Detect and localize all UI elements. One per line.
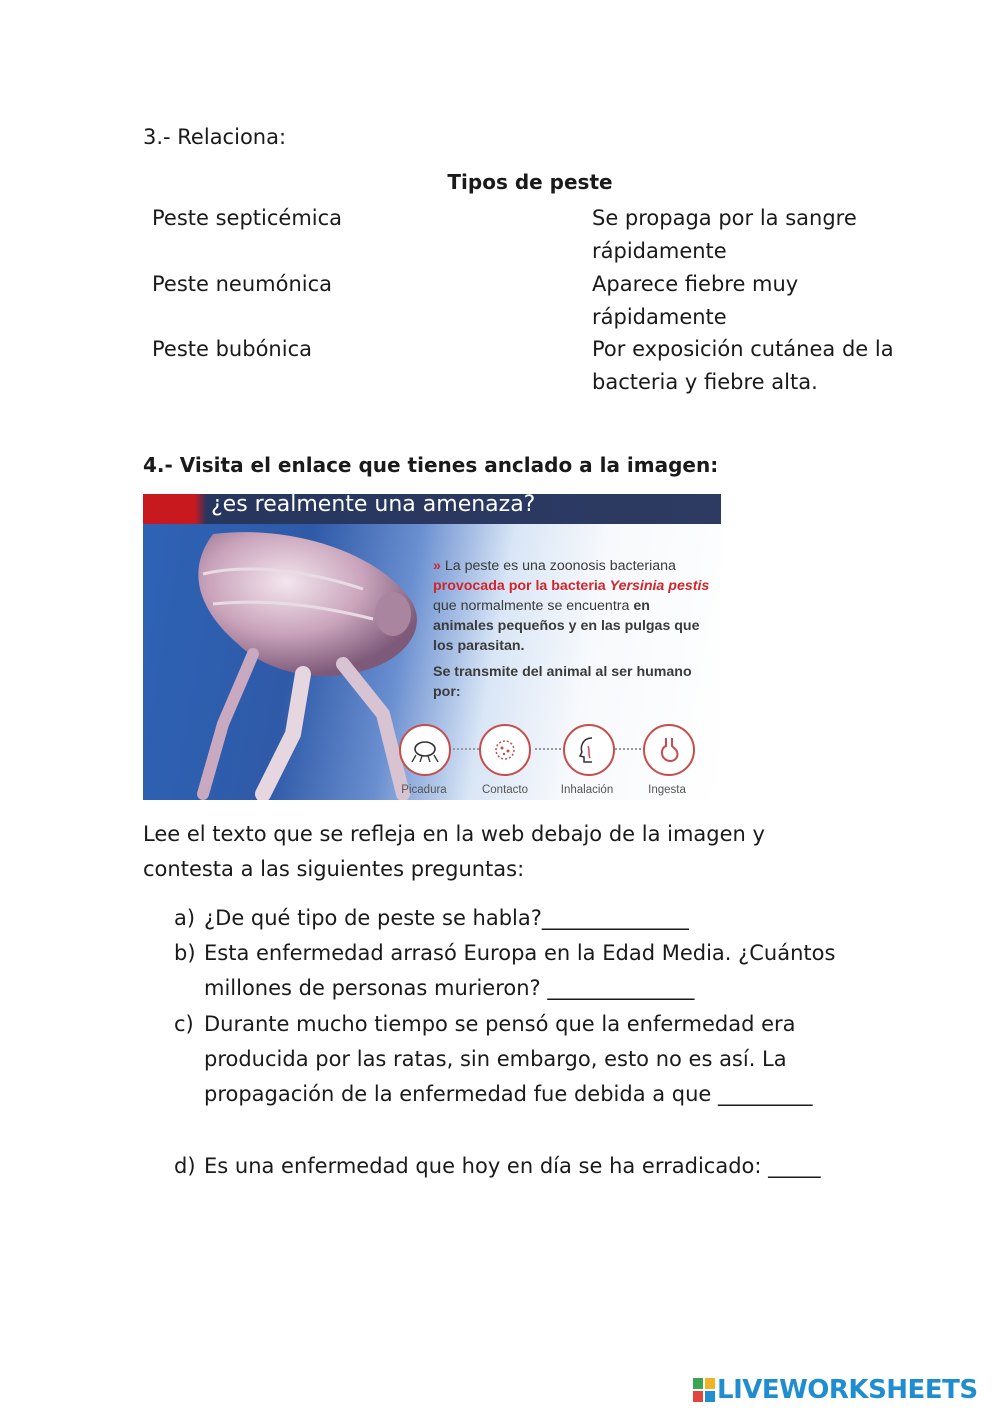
section-3-heading: 3.- Relaciona: (143, 125, 287, 149)
chevron-right-icon: » (433, 558, 441, 574)
route-label-1: Picadura (401, 784, 447, 796)
flea-bite-icon (399, 724, 451, 776)
inhalation-icon (563, 724, 615, 776)
info-text-5: que normalmente se encuentra (433, 598, 630, 614)
infographic-text (433, 556, 713, 702)
table-title: Tipos de peste (447, 170, 613, 194)
info-text-4: pestis (668, 578, 710, 594)
question-text: Esta enfermedad arrasó Europa en la Edad Media. ¿Cuántos millones de personas murieron? ______________ (204, 941, 836, 1000)
route-label-4: Ingesta (648, 784, 686, 796)
logo-mark-icon (693, 1377, 717, 1403)
right-item-3: Por exposición cutánea de la bacteria y fiebre alta. (592, 337, 894, 394)
info-text-7: Se transmite del animal al ser humano por: (433, 664, 692, 700)
section-4-heading: 4.- Visita el enlace que tienes anclado a la imagen: (143, 453, 719, 477)
info-text-1: La peste es una zoonosis bacteriana (444, 558, 676, 574)
route-label-3: Inhalación (560, 784, 614, 796)
right-item-1: Se propaga por la sangre rápidamente (592, 206, 857, 263)
liveworksheets-logo (693, 1375, 978, 1405)
left-item-3: Peste bubónica (152, 337, 312, 361)
question-text: ¿De qué tipo de peste se habla?______________ (204, 906, 689, 930)
right-item-2: Aparece fiebre muy rápidamente (592, 272, 799, 329)
question-letter: c) (174, 1012, 194, 1036)
left-item-1: Peste septicémica (152, 206, 343, 230)
intro-text: Lee el texto que se refleja en la web debajo de la imagen y contesta a las siguientes preguntas: (143, 822, 765, 881)
info-text-2: provocada por la bacteria (433, 578, 606, 594)
left-item-2: Peste neumónica (152, 272, 333, 296)
flea-illustration (143, 494, 443, 800)
info-text-3: Yersinia (609, 578, 665, 594)
question-text: Es una enfermedad que hoy en día se ha erradicado: _____ (204, 1154, 821, 1178)
info-text-6: en animales pequeños y en las pulgas que los parasitan. (433, 598, 700, 654)
question-letter: d) (174, 1154, 196, 1178)
route-label-2: Contacto (481, 784, 529, 796)
question-letter: b) (174, 941, 196, 965)
bacteria-contact-icon (479, 724, 531, 776)
infographic-title: ¿es realmente una amenaza? (211, 494, 536, 517)
ingestion-icon (643, 724, 695, 776)
infographic-banner (143, 494, 721, 524)
infographic-link-image[interactable] (143, 494, 721, 800)
question-letter: a) (174, 906, 196, 930)
logo-text: LIVEWORKSHEETS (717, 1375, 978, 1405)
question-text: Durante mucho tiempo se pensó que la enfermedad era producida por las ratas, sin embargo, esto no es así. La propagación de la enfermedad fue debida a que _________ (204, 1012, 813, 1106)
